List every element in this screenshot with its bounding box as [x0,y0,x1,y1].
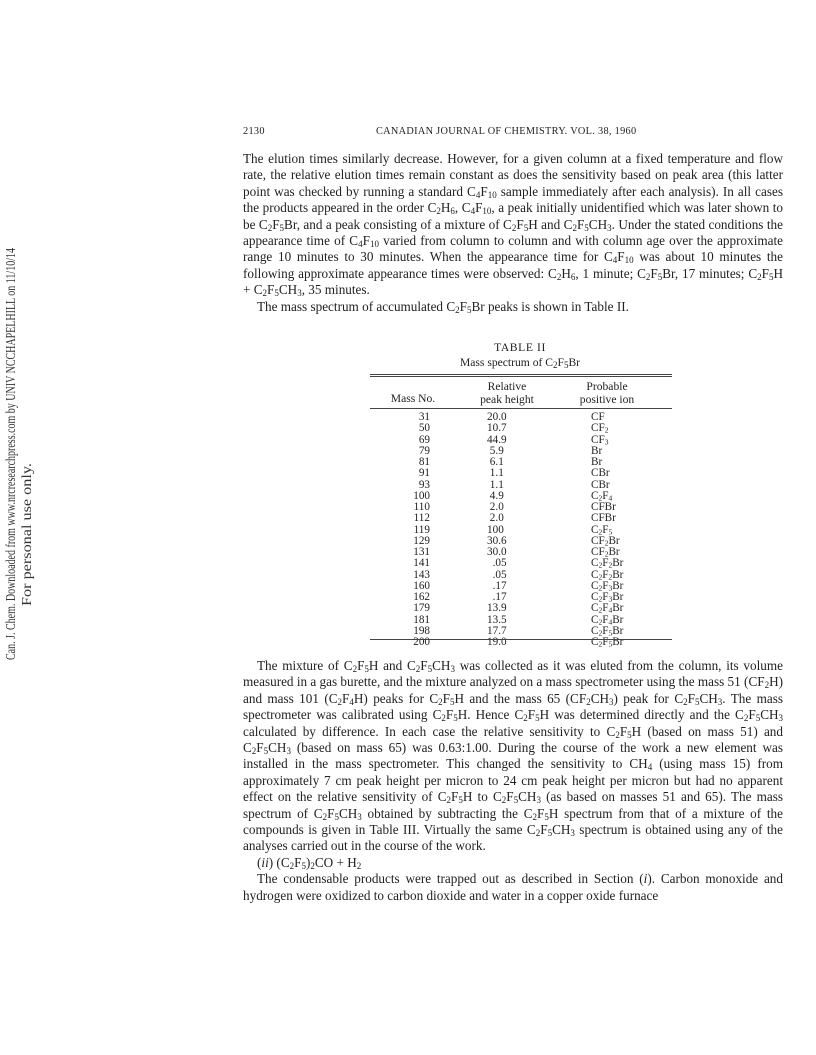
probable-positive-ion: $C_2F_5$ [591,523,613,536]
header-probable-positive-ion: Probable positive ion [579,380,635,406]
relative-peak-height: 1.1 [487,467,504,480]
probable-positive-ion: $C_2F_4Br$ [591,602,624,615]
probable-positive-ion: $CF_2Br$ [591,546,620,559]
table-top-rule-2 [370,376,672,377]
relative-peak-height: 20.0 [487,411,507,423]
table-row [0,502,816,513]
probable-positive-ion: $C_2F_5Br$ [591,636,624,649]
probable-positive-ion: CFBr [591,512,616,525]
header-relative-peak-height: Relative peak height [480,380,534,406]
table-row [0,468,816,479]
probable-positive-ion: $CF_2Br$ [591,534,620,548]
relative-peak-height: 30.6 [487,534,507,547]
watermark-line-1: Can. J. Chem. Downloaded from www.nrcresearchpress.com by UNIV NCCHAPELHILL on 11/10/14 [3,112,18,660]
probable-positive-ion: $C_2F_3Br$ [591,591,624,604]
relative-peak-height: 30.0 [487,546,507,558]
relative-peak-height: 17.7 [487,624,507,637]
page-number: 2130 [243,126,265,137]
mass-number: 143 [413,568,430,581]
mass-number: 200 [413,636,430,648]
mass-number: 141 [413,557,430,570]
relative-peak-height: .05 [487,557,507,570]
probable-positive-ion: Br [591,456,603,468]
relative-peak-height: 10.7 [487,422,507,435]
table-row [0,547,816,558]
probable-positive-ion: CFBr [591,501,616,513]
relative-peak-height: .17 [487,591,507,603]
mass-number: 91 [418,467,430,480]
table-row [0,592,816,603]
probable-positive-ion: $C_2F_4Br$ [591,613,624,626]
table-row [0,457,816,468]
body-paragraph-2 [243,658,783,904]
paragraph-condensable-products: The condensable products were trapped out as described in Section (i). Carbon monoxide and hydrogen were oxidized to carbon dioxide and water in a copper oxide furnace [243,871,783,903]
relative-peak-height: 100 [487,523,504,536]
table-row [0,581,816,592]
mass-number: 119 [413,523,430,536]
table-title: Mass spectrum of $C_2F_5Br$ [459,356,581,370]
table-row [0,513,816,524]
table-row [0,626,816,637]
table-row [0,446,816,457]
paragraph-mixture-analysis: The mixture of $C_2F_5H$ and $C_2F_5CH_3$ was collected as it was eluted from the column, its volume measured in a gas burette, and the mixture analyzed on a mass spectrometer using the mass 51 $(CF_2H)$ and mass 101 $(C_2F_4H)$ peaks for $C_2F_5H$ and the mass 65 $(CF_2CH_3)$ peak for $C_2F_5CH_3$. The mass spectrometer was calibrated using $C_2F_5H$. Hence $C_2F_5H$ was determined directly and the $C_2F_5CH_3$ calculated by difference. In each case the relative sensitivity to $C_2F_5H$ (based on mass 51) and $C_2F_5CH_3$ (based on mass 65) was 0.63:1.00. During the course of the work a new element was installed in the mass spectrometer. This changed the sensitivity to $CH_4$ (using mass 15) from approximately 7 cm peak height per micron to 24 cm peak height per micron but had no apparent effect on the relative sensitivity of $C_2F_5H$ to $C_2F_5CH_3$ (as based on masses 51 and 65). The mass spectrum of $C_2F_5CH_3$ obtained by subtracting the $C_2F_5H$ spectrum from that of a mixture of the compounds is given in Table III. Virtually the same $C_2F_5CH_3$ spectrum is obtained using any of the analyses carried out in the course of the work. [243,658,784,854]
table-row [0,558,816,569]
relative-peak-height: 2.0 [487,512,504,525]
table-row [0,536,816,547]
watermark-line-2: For personal use only. [19,488,34,606]
probable-positive-ion: $C_2F_4$ [591,489,613,503]
table-number: TABLE II [494,341,546,354]
mass-number: 181 [413,613,430,626]
mass-number: 110 [413,501,430,513]
table-row [0,525,816,536]
table-row [0,412,816,423]
table-row [0,603,816,614]
mass-number: 69 [418,433,430,446]
probable-positive-ion: $C_2F_2Br$ [591,557,624,570]
table-row [0,435,816,446]
probable-positive-ion: Br [591,444,603,457]
relative-peak-height: 6.1 [487,456,504,468]
relative-peak-height: 4.9 [487,489,504,502]
mass-number: 179 [413,602,430,615]
probable-positive-ion: CBr [591,478,610,491]
mass-number: 81 [418,456,430,468]
mass-number: 198 [413,624,430,637]
table-row [0,491,816,502]
relative-peak-height: 13.5 [487,613,507,626]
probable-positive-ion: $C_2F_2Br$ [591,568,624,581]
table-header-rule [370,408,672,409]
journal-title: CANADIAN JOURNAL OF CHEMISTRY. VOL. 38, 1960 [376,126,637,137]
paragraph-elution-times: The elution times similarly decrease. However, for a given column at a fixed temperature and flow rate, the relative elution times remain constant as does the sensitivity based on peak area (this latter point was checked by running a standard $C_4F_{10}$ sample immediately after each analysis). In all cases the products appeared in the order $C_2H_6$, $C_4F_{10}$, a peak initially unidentified which was later shown to be $C_2F_5Br$, and a peak consisting of a mixture of $C_2F_5H$ and $C_2F_5CH_3$. Under the stated conditions the appearance time of $C_4F_{10}$ varied from column to column and with column age over the approximate range 10 minutes to 30 minutes. When the appearance time for $C_4F_{10}$ was about 10 minutes the following approximate appearance times were observed: $C_2H_6$, 1 minute; $C_2F_5Br$, 17 minutes; $C_2F_5H + C_2F_5CH_3$, 35 minutes. [243,151,784,299]
probable-positive-ion: CBr [591,467,610,480]
probable-positive-ion: $C_2F_3Br$ [591,579,624,593]
body-paragraph-1 [243,151,783,315]
probable-positive-ion: $CF_3$ [591,433,609,446]
mass-number: 100 [413,489,430,502]
table-row [0,423,816,434]
relative-peak-height: 2.0 [487,501,504,513]
relative-peak-height: 5.9 [487,444,504,457]
table-row [0,480,816,491]
mass-number: 162 [413,591,430,603]
relative-peak-height: .17 [487,579,507,592]
mass-number: 112 [413,512,430,525]
section-heading-ii: (ii) $(C_2F_5)_2CO + H_2$ [257,854,362,871]
table-row [0,570,816,581]
relative-peak-height: .05 [487,568,507,581]
paragraph-table-reference: The mass spectrum of accumulated $C_2F_5Br$ peaks is shown in Table II. [257,298,629,315]
mass-number: 50 [418,422,430,435]
mass-number: 79 [418,444,430,457]
table-bottom-rule [370,639,672,640]
mass-number: 131 [413,546,430,558]
probable-positive-ion: $CF_2$ [591,422,609,435]
relative-peak-height: 19.0 [487,636,507,648]
probable-positive-ion: CF [591,411,605,423]
relative-peak-height: 13.9 [487,602,507,615]
header-mass-no: Mass No. [390,392,436,405]
relative-peak-height: 1.1 [487,478,504,491]
mass-number: 129 [413,534,430,547]
probable-positive-ion: $C_2F_5Br$ [591,624,624,638]
mass-number: 93 [418,478,430,491]
relative-peak-height: 44.9 [487,433,507,446]
mass-number: 160 [413,579,430,592]
table-top-rule [370,374,672,375]
mass-number: 31 [418,411,430,423]
table-row [0,615,816,626]
